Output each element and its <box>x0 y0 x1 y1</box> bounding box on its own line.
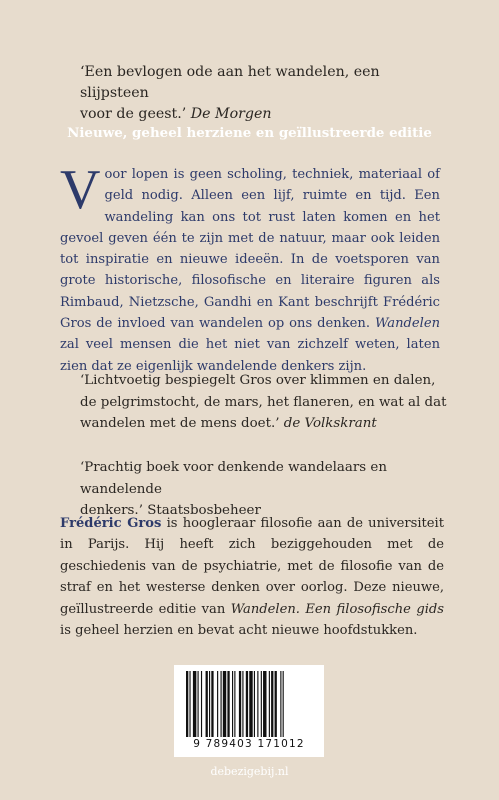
quote-text: wandelen met de mens doet.’ <box>80 416 284 431</box>
isbn-number: 9 789403 171012 <box>193 738 305 750</box>
edition-label: Nieuwe, geheel herziene en geïllustreerde editie <box>67 125 432 141</box>
book-title-italic: Wandelen. Een filosofische gids <box>230 601 444 617</box>
barcode-bar <box>234 671 235 737</box>
barcode <box>174 665 324 757</box>
quote-text: ‘Een bevlogen ode aan het wandelen, een slijpsteen <box>80 64 380 101</box>
barcode-bar <box>271 671 273 737</box>
blurb-paragraph <box>60 159 440 377</box>
quote-text: voor de geest.’ <box>80 106 191 122</box>
barcode-bar <box>189 671 190 737</box>
press-quote-de-morgen <box>80 62 440 125</box>
quote-source: De Morgen <box>190 106 272 122</box>
quote-source: de Volkskrant <box>283 416 377 431</box>
barcode-bar <box>257 671 258 737</box>
barcode-bar <box>280 671 281 737</box>
barcode-bar <box>201 671 202 737</box>
book-title-italic: Wandelen <box>374 316 440 332</box>
barcode-bar <box>217 671 218 737</box>
barcode-bar <box>263 671 266 737</box>
blurb-text: oor lopen is geen scholing, techniek, materiaal of geld nodig. Alleen een lijf, ruimte en tijd. Een wandeling kan ons tot rust laten komen en het gevoel geven één te zijn met de natuur, maar ook leiden tot inspiratie en nieuwe ideeën. In de voetsporen van grote historische, filosofische en literaire figuren als Rimbaud, Nietzsche, Gandhi en Kant beschrijft Frédéric Gros de invloed van wandelen op ons denken. <box>60 167 440 332</box>
barcode-bar <box>254 671 255 737</box>
barcode-bars <box>184 671 314 737</box>
barcode-bar <box>221 671 222 737</box>
barcode-bar <box>283 671 284 737</box>
author-name: Frédéric Gros <box>60 516 162 531</box>
barcode-bar <box>198 671 199 737</box>
barcode-bar <box>269 671 270 737</box>
quote-text: de pelgrimstocht, de mars, het flaneren, en wat al dat <box>80 394 447 410</box>
author-bio-text: is hoogleraar filosofie aan de universiteit in Parijs. Hij heeft zich beziggehouden met de geschiedenis van de psychiatrie, met de filosofie van de straf en het westerse denken over oorlog. Deze nieuwe, geïllustreerde editie van <box>60 516 445 617</box>
barcode-bar <box>249 671 252 737</box>
press-quote-volkskrant <box>80 370 450 435</box>
drop-cap: V <box>60 159 101 221</box>
barcode-bar <box>246 671 248 737</box>
barcode-bar <box>211 671 213 737</box>
barcode-bar <box>206 671 208 737</box>
author-bio <box>60 513 444 641</box>
author-bio-text-end: is geheel herzien en bevat acht nieuwe hoofdstukken. <box>60 623 418 639</box>
press-quote-staatsbosbeheer <box>80 457 450 522</box>
barcode-bar <box>239 671 241 737</box>
barcode-bar <box>193 671 196 737</box>
barcode-bar <box>261 671 262 737</box>
quote-text: denkers.’ <box>80 503 148 518</box>
barcode-bar <box>227 671 229 737</box>
barcode-bar <box>232 671 233 737</box>
barcode-bar <box>209 671 210 737</box>
blurb-text-end: zal veel mensen die het niet van zichzelf weten, laten zien dat ze eigenlijk wandelende denkers zijn. <box>60 337 440 374</box>
barcode-bar <box>186 671 188 737</box>
barcode-bar <box>275 671 277 737</box>
publisher-website: debezigebij.nl <box>210 765 289 778</box>
barcode-bar <box>223 671 226 737</box>
quote-text: ‘Prachtig boek voor denkende wandelaars en wandelende <box>80 460 387 497</box>
quote-text: ‘Lichtvoetig bespiegelt Gros over klimmen en dalen, <box>80 373 436 388</box>
quote-source: Staatsbosbeheer <box>147 503 261 518</box>
barcode-bar <box>242 671 243 737</box>
